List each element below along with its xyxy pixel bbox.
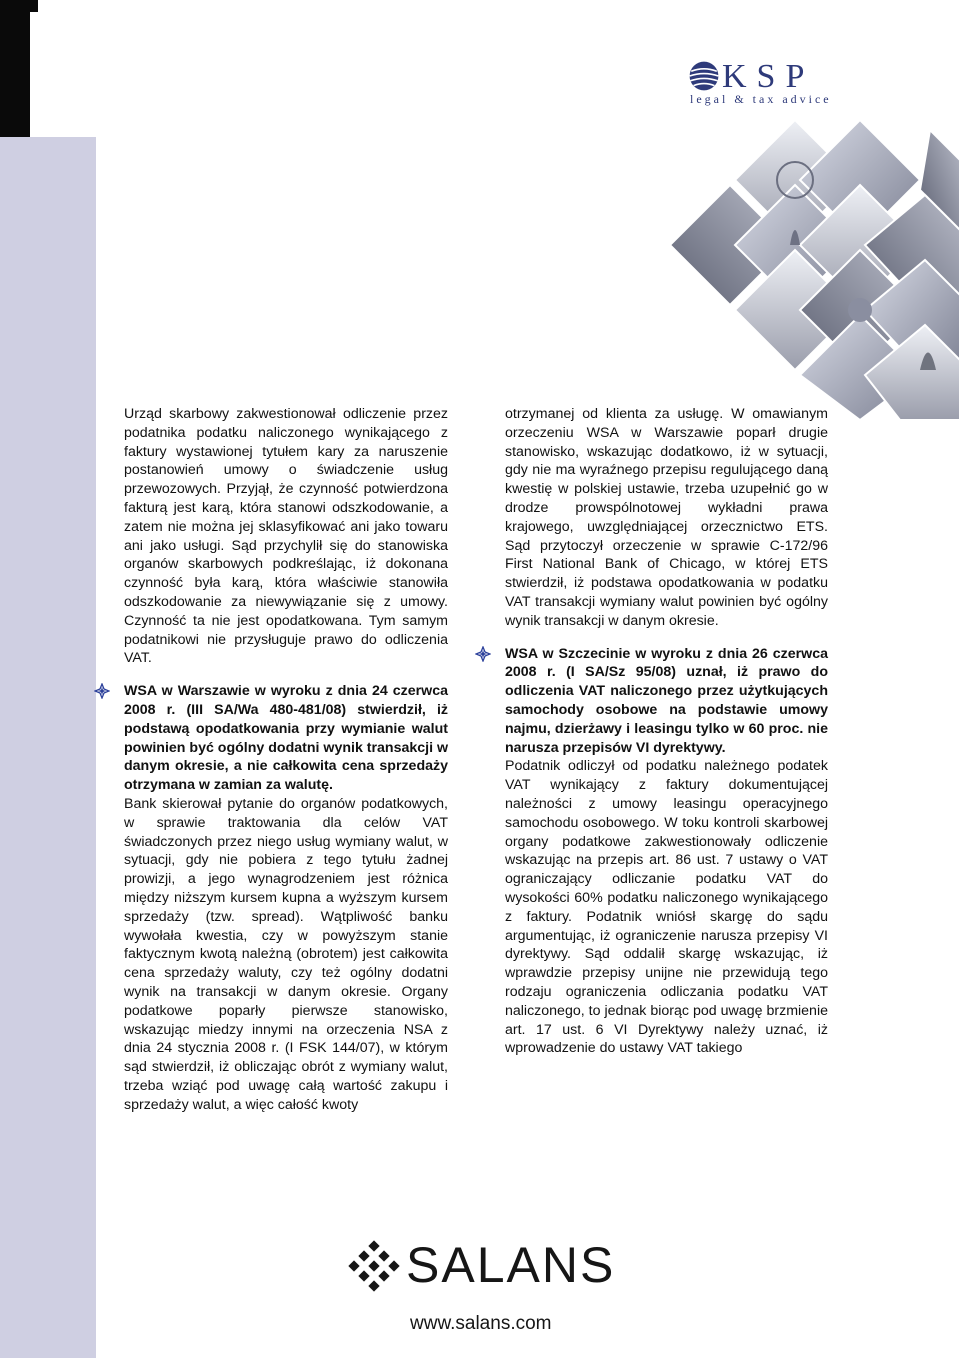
left-text-column — [124, 405, 448, 1114]
salans-logo-icon — [346, 1240, 402, 1296]
ksp-logo-text: KSP — [722, 58, 815, 95]
diamond-bullet-icon — [94, 683, 110, 699]
corner-black-notch — [30, 0, 38, 12]
left-paragraph-1: Urząd skarbowy zakwestionował odliczenie przez podatnika podatku naliczonego wynikającego z faktury wystawionej tytułem kary za naruszenie postanowień umowy o świadczenie usług przewozowych. Przyjął, że czynność potwierdzona fakturą jest karą, która stanowi odszkodowanie, a zatem nie można jej sklasyfikować ani jako towaru ani jako usługi. Sąd przychylił się do stanowiska organów skarbowych podkreślając, iż dokonana czynność była karą, która właściwie stanowiła odszkodowanie za niewywiązanie się z umowy. Czynność ta nie jest opodatkowana. Tym samym podatnikowi nie przysługuje prawo do odliczenia VAT. — [124, 406, 448, 667]
right-paragraph-1: otrzymanej od klienta za usługę. W omawianym orzeczeniu WSA w Warszawie poparł drugie stanowisko, wskazując dodatkowo, iż w sytuacji, gdy nie ma wyraźnego przepisu regulującego daną kwestię w polskiej ustawie, trzeba uzupełnić go w drodze prowspólnotowej wykładni prawa krajowego, uwzględniającej orzecznictwo ETS. Sąd przytoczył orzeczenie w sprawie C-172/96 First National Bank of Chicago, w której ETS stwierdził, iż podstawa opodatkowania w podatku VAT transakcji wymiany walut powinien być ogólny wynik transakcji w danym okresie. — [505, 406, 828, 629]
salans-logo-text: SALANS — [406, 1237, 616, 1293]
right-bullet-item — [505, 645, 828, 1059]
left-bullet-heading: WSA w Warszawie w wyroku z dnia 24 czerwca 2008 r. (III SA/Wa 480-481/08) stwierdził, iż podstawą opodatkowania przy wymianie walut powinien być ogólny dodatni wynik transakcji w danym okresie, a nie całkowita cena sprzedaży otrzymana w zamian za walutę. — [124, 683, 448, 794]
left-decorative-band — [0, 137, 96, 1358]
corner-black-bar — [0, 0, 30, 137]
salans-url[interactable]: www.salans.com — [410, 1313, 552, 1334]
right-text-column — [505, 405, 828, 1058]
diamond-bullet-icon — [475, 646, 491, 662]
left-bullet-item — [124, 682, 448, 1114]
right-bullet-heading: WSA w Szczecinie w wyroku z dnia 26 czerwca 2008 r. (I SA/Sz 95/08) uznał, iż prawo do odliczenia VAT naliczonego przez użytkujących samochody osobowe na podstawie umowy najmu, dzierżawy i leasingu tylko w 60 proc. nie narusza przepisów VI dyrektywy. — [505, 645, 828, 756]
left-bullet-body: Bank skierował pytanie do organów podatkowych, w sprawie traktowania dla celów VAT świadczonych przez niego usług wymiany walut, w sytuacji, gdy nie pobiera z tego tytułu żadnej prowizji, a jego wynagrodzeniem jest różnica między niższym kursem kupna a wyższym kursem sprzedaży (tzw. spread). Wątpliwość banku wywołała kwestia, czy w powyższym stanie faktycznym kwotą należną (obrotem) jest całkowita cena sprzedaży waluty, czy też ogólny dodatni wynik na transakcji w danym okresie. Organy podatkowe poparły pierwsze stanowisko, wskazując miedzy innymi na orzeczenia NSA z dnia 24 stycznia 2008 r. (I FSK 144/07), w którym sąd stwierdził, iż obliczając obrót z wymiany walut, trzeba wziąć pod uwagę całą wartość zakupu i sprzedaży walut, a więc całość kwoty — [124, 795, 448, 1113]
ksp-tagline: legal & tax advice — [690, 92, 832, 106]
right-bullet-body: Podatnik odliczył od podatku należnego podatek VAT wynikający z faktury dokumentującej należności z umowy leasingu operacyjnego samochodu osobowego. W toku kontroli skarbowej organy podatkowe zakwestionowały odliczenie wskazując na przepis art. 86 ust. 7 ustawy o VAT ograniczający odliczanie podatku VAT do wysokości 60% podatku naliczonego wynikającego z faktury. Podatnik wniósł skargę do sądu argumentując, iż ograniczenie narusza przepisy VI dyrektywy. Sąd oddalił skargę wskazując, iż wprawdzie przepisy unijne nie przewidują tego rodzaju ograniczenia odliczania podatku VAT naliczonego, to jednak biorąc pod uwagę brzmienie art. 17 ust. 6 VI Dyrektywy należy uznać, iż wprowadzenie do ustawy VAT takiego — [505, 758, 828, 1057]
architecture-photo-mosaic — [600, 120, 960, 420]
ksp-globe-icon — [688, 60, 720, 92]
